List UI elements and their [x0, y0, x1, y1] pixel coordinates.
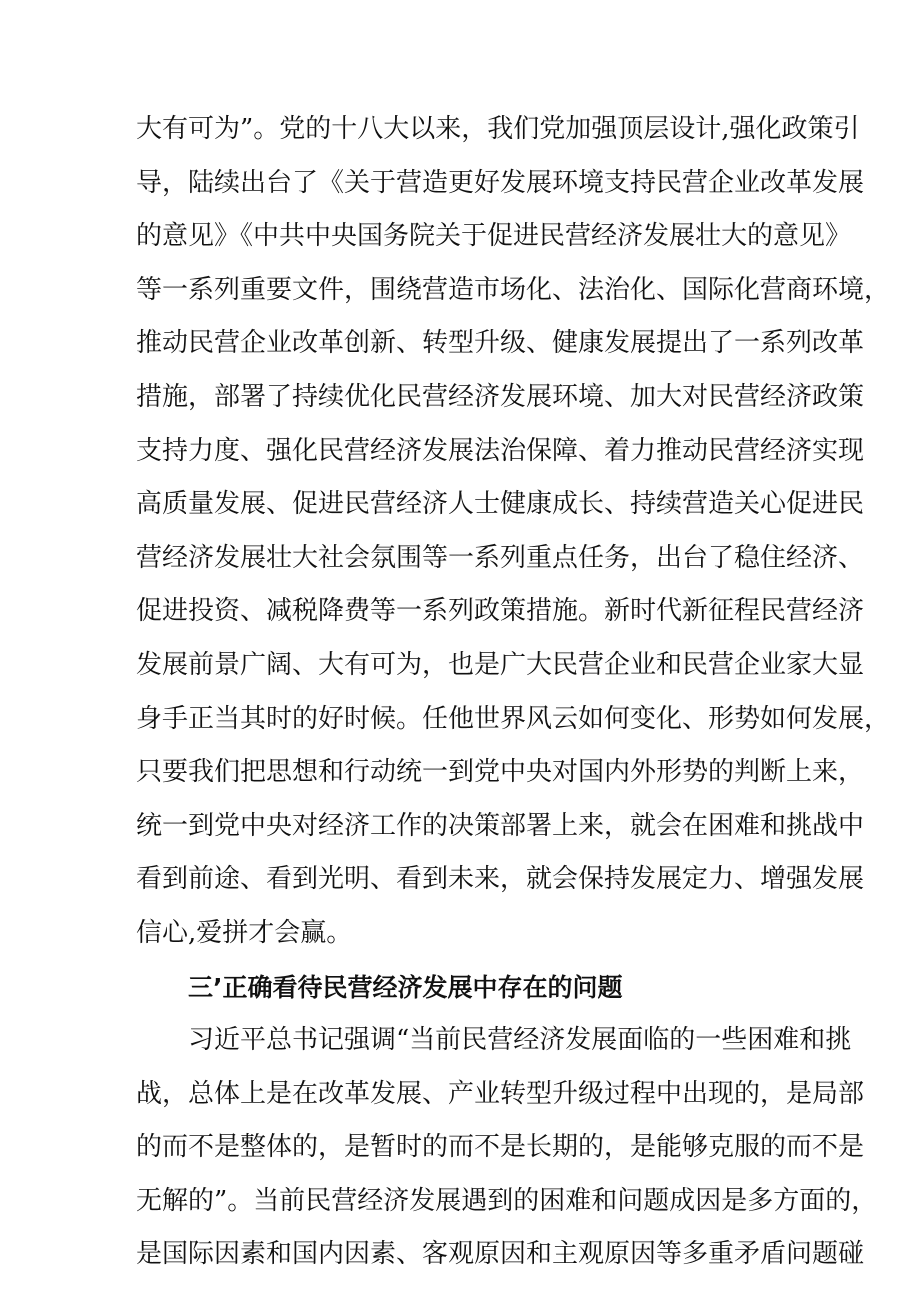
text-line: 大有可为”。党的十八大以来，我们党加强顶层设计,强化政策引: [136, 114, 860, 144]
text-line: 营经济发展壮大社会氛围等一系列重点任务，出台了稳住经济、: [136, 542, 865, 573]
text-line: 无解的”。当前民营经济发展遇到的困难和问题成因是多方面的，: [136, 1185, 878, 1216]
text-line: 高质量发展、促进民营经济人士健康成长、持续营造关心促进民: [136, 489, 865, 520]
text-line: 导，陆续出台了《关于营造更好发展环境支持民营企业改革发展: [136, 167, 865, 198]
section-heading: 三’正确看待民营经济发展中存在的问题: [188, 972, 623, 1002]
paragraph-policy-support: [136, 103, 891, 961]
text-line: 身手正当其时的好时候。任他世界风云如何变化、形势如何发展，: [136, 703, 891, 734]
text-line: 促进投资、减税降费等一系列政策措施。新时代新征程民营经济: [136, 596, 865, 627]
text-line: 发展前景广阔、大有可为，也是广大民营企业和民营企业家大显: [136, 649, 865, 680]
text-line: 统一到党中央对经济工作的决策部署上来，就会在困难和挑战中: [136, 810, 865, 841]
paragraph-difficulties: [136, 1014, 878, 1282]
text-line: 战，总体上是在改革发展、产业转型升级过程中出现的，是局部: [136, 1078, 865, 1109]
text-line: 只要我们把思想和行动统一到党中央对国内外形势的判断上来，: [136, 757, 865, 788]
text-line: 推动民营企业改革创新、转型升级、健康发展提出了一系列改革: [136, 328, 865, 359]
text-line: 措施，部署了持续优化民营经济发展环境、加大对民营经济政策: [136, 381, 865, 412]
text-line: 是国际因素和国内因素、客观原因和主观原因等多重矛盾问题碰: [136, 1239, 865, 1270]
text-line: 的而不是整体的，是暂时的而不是长期的，是能够克服的而不是: [136, 1132, 865, 1163]
text-line: 信心,爱拼才会赢。: [136, 917, 353, 948]
text-line: 习近平总书记强调“当前民营经济发展面临的一些困难和挑: [188, 1025, 852, 1056]
text-line: 的意见》《中共中央国务院关于促进民营经济发展壮大的意见》: [136, 221, 852, 252]
text-line: 支持力度、强化民营经济发展法治保障、着力推动民营经济实现: [136, 435, 865, 466]
text-line: 等一系列重要文件，围绕营造市场化、法治化、国际化营商环境，: [136, 274, 891, 305]
document-body: [136, 103, 891, 1282]
text-line: 看到前途、看到光明、看到未来，就会保持发展定力、增强发展: [136, 864, 865, 895]
